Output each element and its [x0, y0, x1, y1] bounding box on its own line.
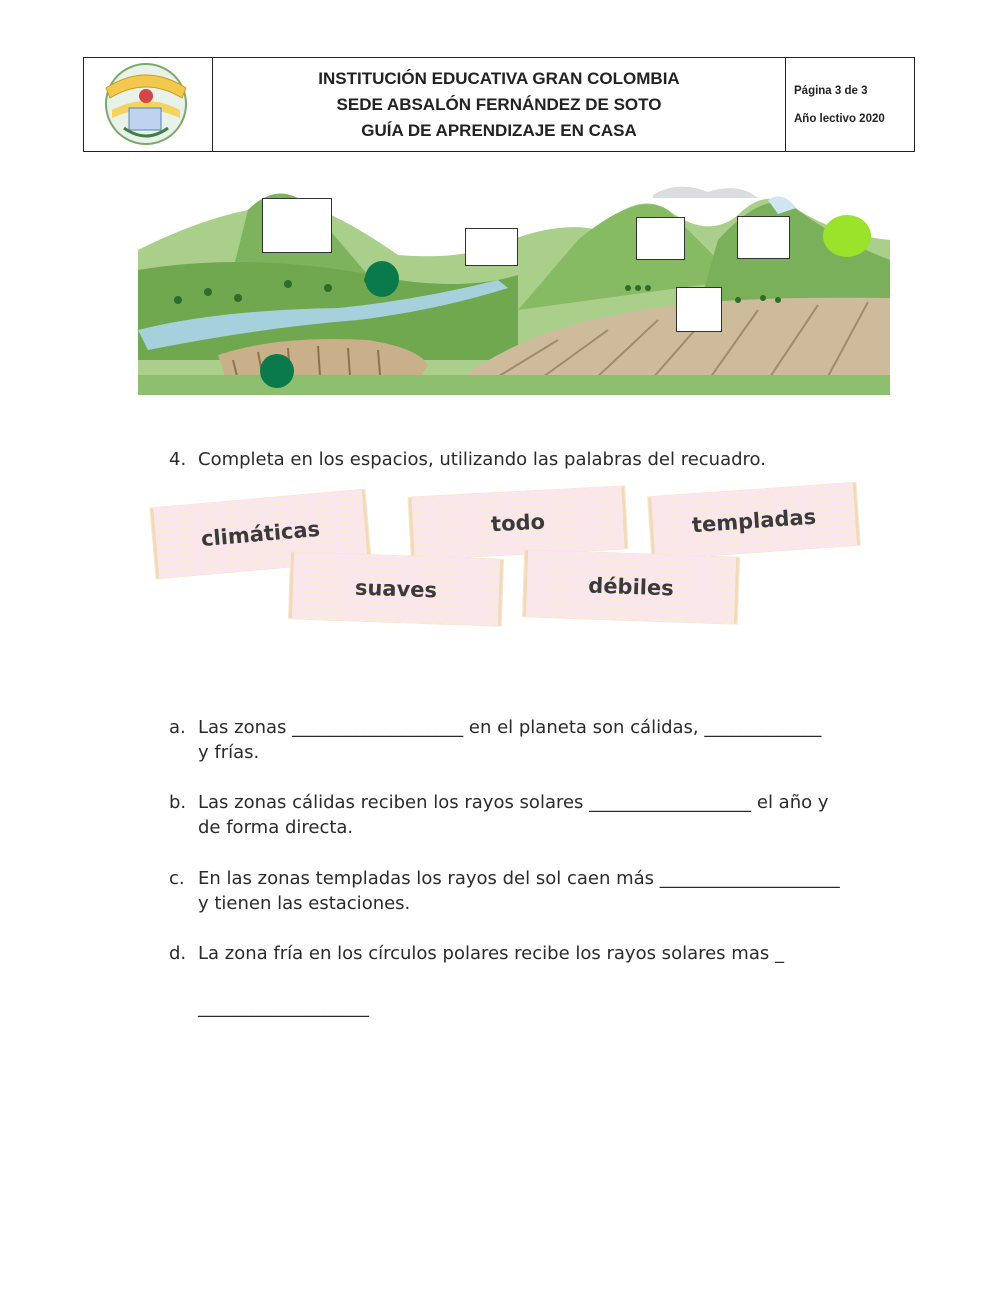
title-line-2: SEDE ABSALÓN FERNÁNDEZ DE SOTO	[336, 94, 662, 114]
item-a-line-2: y frías.	[198, 742, 260, 763]
header-title	[213, 58, 786, 151]
item-d-line-2: ___________________	[198, 997, 369, 1018]
label-box-2[interactable]	[465, 228, 518, 266]
item-a-letter: a.	[169, 717, 186, 738]
word-card-suaves[interactable]: suaves	[289, 552, 503, 625]
label-box-4[interactable]	[737, 216, 790, 259]
document-header	[83, 57, 915, 152]
item-c-line-2: y tienen las estaciones.	[198, 893, 411, 914]
item-d-line-1: La zona fría en los círculos polares recibe los rayos solares mas _	[198, 943, 784, 964]
school-year: Año lectivo 2020	[794, 112, 885, 125]
mountain-landscape-icon	[138, 180, 890, 395]
label-box-3[interactable]	[636, 217, 685, 260]
item-c-letter: c.	[169, 868, 185, 889]
word-card-templadas[interactable]: templadas	[648, 483, 860, 559]
item-d-letter: d.	[169, 943, 187, 964]
label-box-5[interactable]	[676, 287, 722, 332]
title-line-1: INSTITUCIÓN EDUCATIVA GRAN COLOMBIA	[318, 68, 680, 88]
title-line-3: GUÍA DE APRENDIZAJE EN CASA	[361, 120, 637, 140]
page-number: Página 3 de 3	[794, 84, 868, 97]
logo-cell	[84, 58, 213, 151]
label-box-1[interactable]	[262, 198, 332, 253]
word-card-climaticas[interactable]: climáticas	[150, 490, 370, 578]
item-c-line-1: En las zonas templadas los rayos del sol caen más ____________________	[198, 868, 840, 889]
question-4-text: Completa en los espacios, utilizando las palabras del recuadro.	[198, 449, 766, 470]
item-b-line-2: de forma directa.	[198, 817, 354, 838]
item-b-letter: b.	[169, 792, 187, 813]
word-card-debiles[interactable]: débiles	[523, 550, 739, 623]
landscape-illustration	[138, 180, 890, 395]
item-b-line-1: Las zonas cálidas reciben los rayos solares __________________ el año y	[198, 792, 829, 813]
word-card-todo[interactable]: todo	[409, 486, 628, 559]
question-4-number: 4.	[169, 449, 187, 470]
school-crest-icon	[84, 58, 212, 151]
header-info	[786, 58, 914, 151]
item-a-line-1: Las zonas ___________________ en el planeta son cálidas, _____________	[198, 717, 822, 738]
